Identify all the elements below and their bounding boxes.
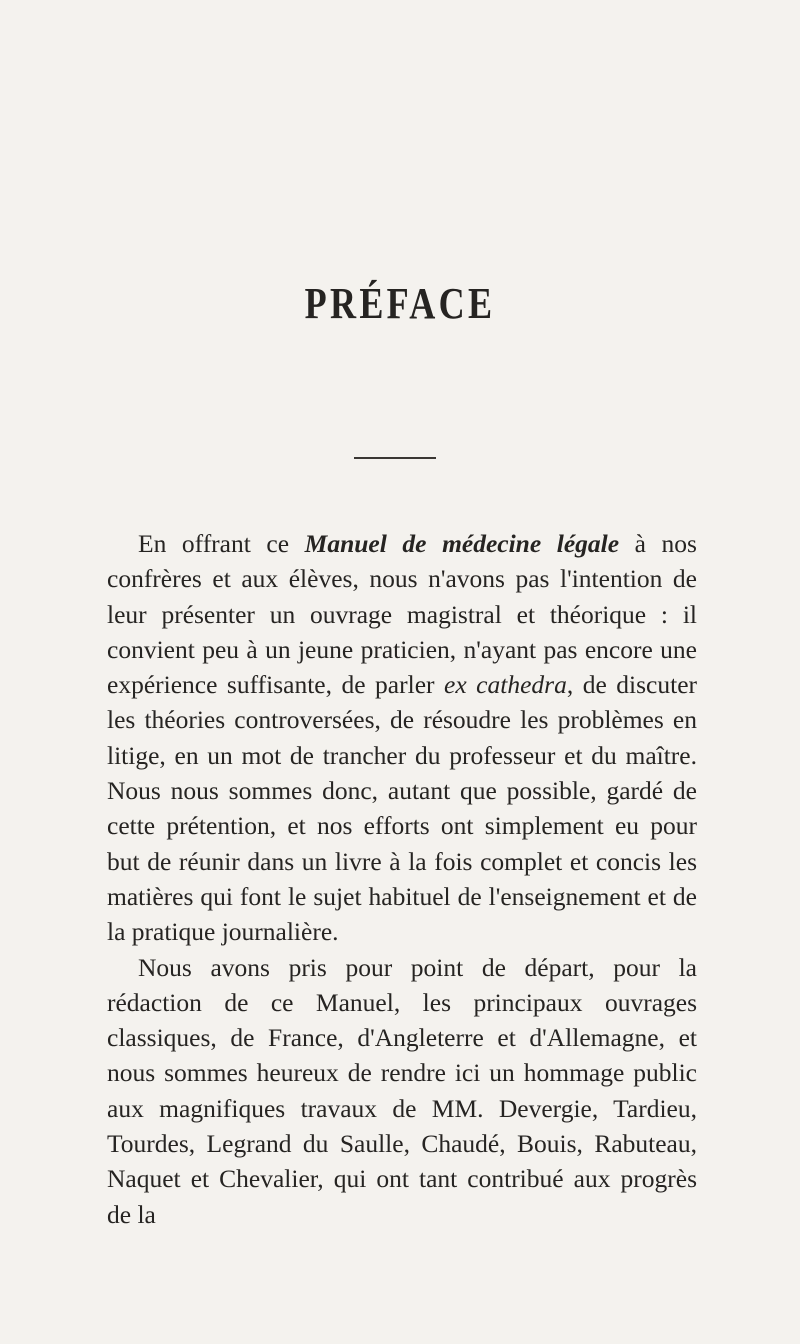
- p1-text-start: En offrant ce: [138, 529, 305, 558]
- latin-phrase-italic: ex cathedra: [444, 670, 567, 700]
- paragraph-1: [107, 526, 697, 950]
- paragraph-2: Nous avons pris pour point de départ, pour la rédaction de ce Manuel, les principaux ouvrages classiques, de France, d'Angleterre et d'Allemagne, et nous sommes heureux de rendre ici un hommage public aux magnifiques travaux de MM. Devergie, Tardieu, Tourdes, Legrand du Saulle, Chaudé, Bouis, Rabuteau, Naquet et Chevalier, qui ont tant contribué aux progrès de la: [107, 952, 697, 1229]
- preface-text: [107, 526, 697, 1232]
- p1-text-end: , de discuter les théories controversées, de résoudre les problèmes en litige, en un mot de trancher du professeur et du maître. Nous nous sommes donc, autant que possible, gardé de cette prétention, et nos efforts ont simplement eu pour but de réunir dans un livre à la fois complet et concis les matières qui font le sujet habituel de l'enseignement et de la pratique journalière.: [107, 670, 698, 947]
- title-divider: [354, 457, 436, 459]
- p1-text-middle: à nos confrères et aux élèves, nous n'avons pas l'intention de leur présenter un ouvrage magistral et théorique : il convient peu à un jeune praticien, n'ayant pas encore une expérience suffisante, de parler: [107, 529, 697, 700]
- book-title-italic: Manuel de médecine légale: [304, 529, 620, 558]
- page-title: PRÉFACE: [304, 279, 496, 328]
